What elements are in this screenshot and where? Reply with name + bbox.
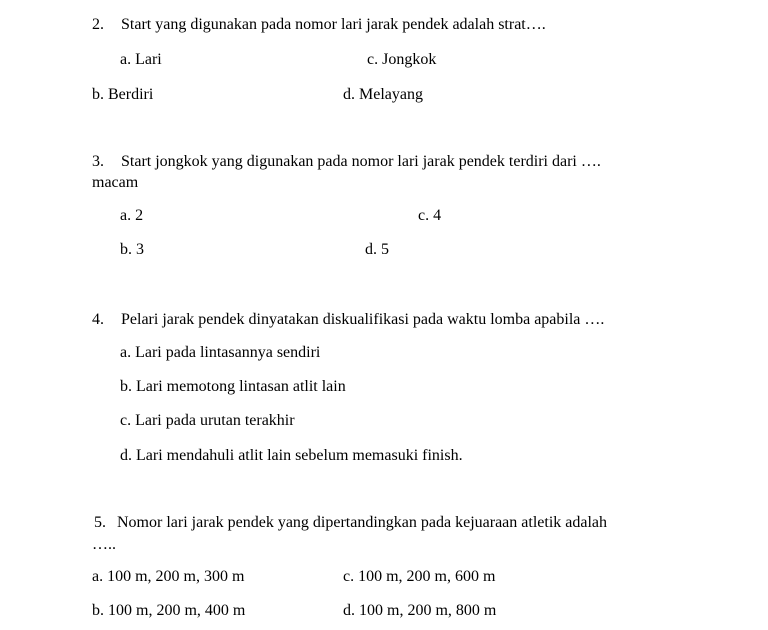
question-3-option-a: a. 2 — [120, 207, 144, 224]
question-2-option-d: d. Melayang — [343, 86, 423, 103]
question-3-text: Start jongkok yang digunakan pada nomor lari jarak pendek terdiri dari …. — [121, 153, 601, 170]
question-5-number: 5. — [94, 514, 106, 531]
question-3-text-continued: macam — [92, 174, 139, 191]
question-2-number: 2. — [92, 16, 104, 33]
question-4-option-a: a. Lari pada lintasannya sendiri — [120, 344, 321, 361]
question-2-option-b: b. Berdiri — [92, 86, 154, 103]
question-4-number: 4. — [92, 311, 104, 328]
question-5-text: Nomor lari jarak pendek yang dipertandingkan pada kejuaraan atletik adalah — [117, 514, 608, 531]
question-5-option-d: d. 100 m, 200 m, 800 m — [343, 602, 497, 619]
question-3-option-d: d. 5 — [365, 241, 389, 258]
question-3-option-c: c. 4 — [418, 207, 442, 224]
question-4-text: Pelari jarak pendek dinyatakan diskualifikasi pada waktu lomba apabila …. — [121, 311, 605, 328]
question-5-option-a: a. 100 m, 200 m, 300 m — [92, 568, 245, 585]
question-5-text-continued: ….. — [92, 536, 116, 553]
question-3-option-b: b. 3 — [120, 241, 144, 258]
question-4-option-d: d. Lari mendahuli atlit lain sebelum memasuki finish. — [120, 447, 463, 464]
question-2-option-c: c. Jongkok — [367, 51, 437, 68]
question-3-number: 3. — [92, 153, 104, 170]
question-5-option-b: b. 100 m, 200 m, 400 m — [92, 602, 246, 619]
question-5-option-c: c. 100 m, 200 m, 600 m — [343, 568, 496, 585]
question-4-option-b: b. Lari memotong lintasan atlit lain — [120, 378, 346, 395]
question-2-text: Start yang digunakan pada nomor lari jarak pendek adalah strat…. — [121, 16, 546, 33]
question-4-option-c: c. Lari pada urutan terakhir — [120, 412, 295, 429]
question-2-option-a: a. Lari — [120, 51, 162, 68]
